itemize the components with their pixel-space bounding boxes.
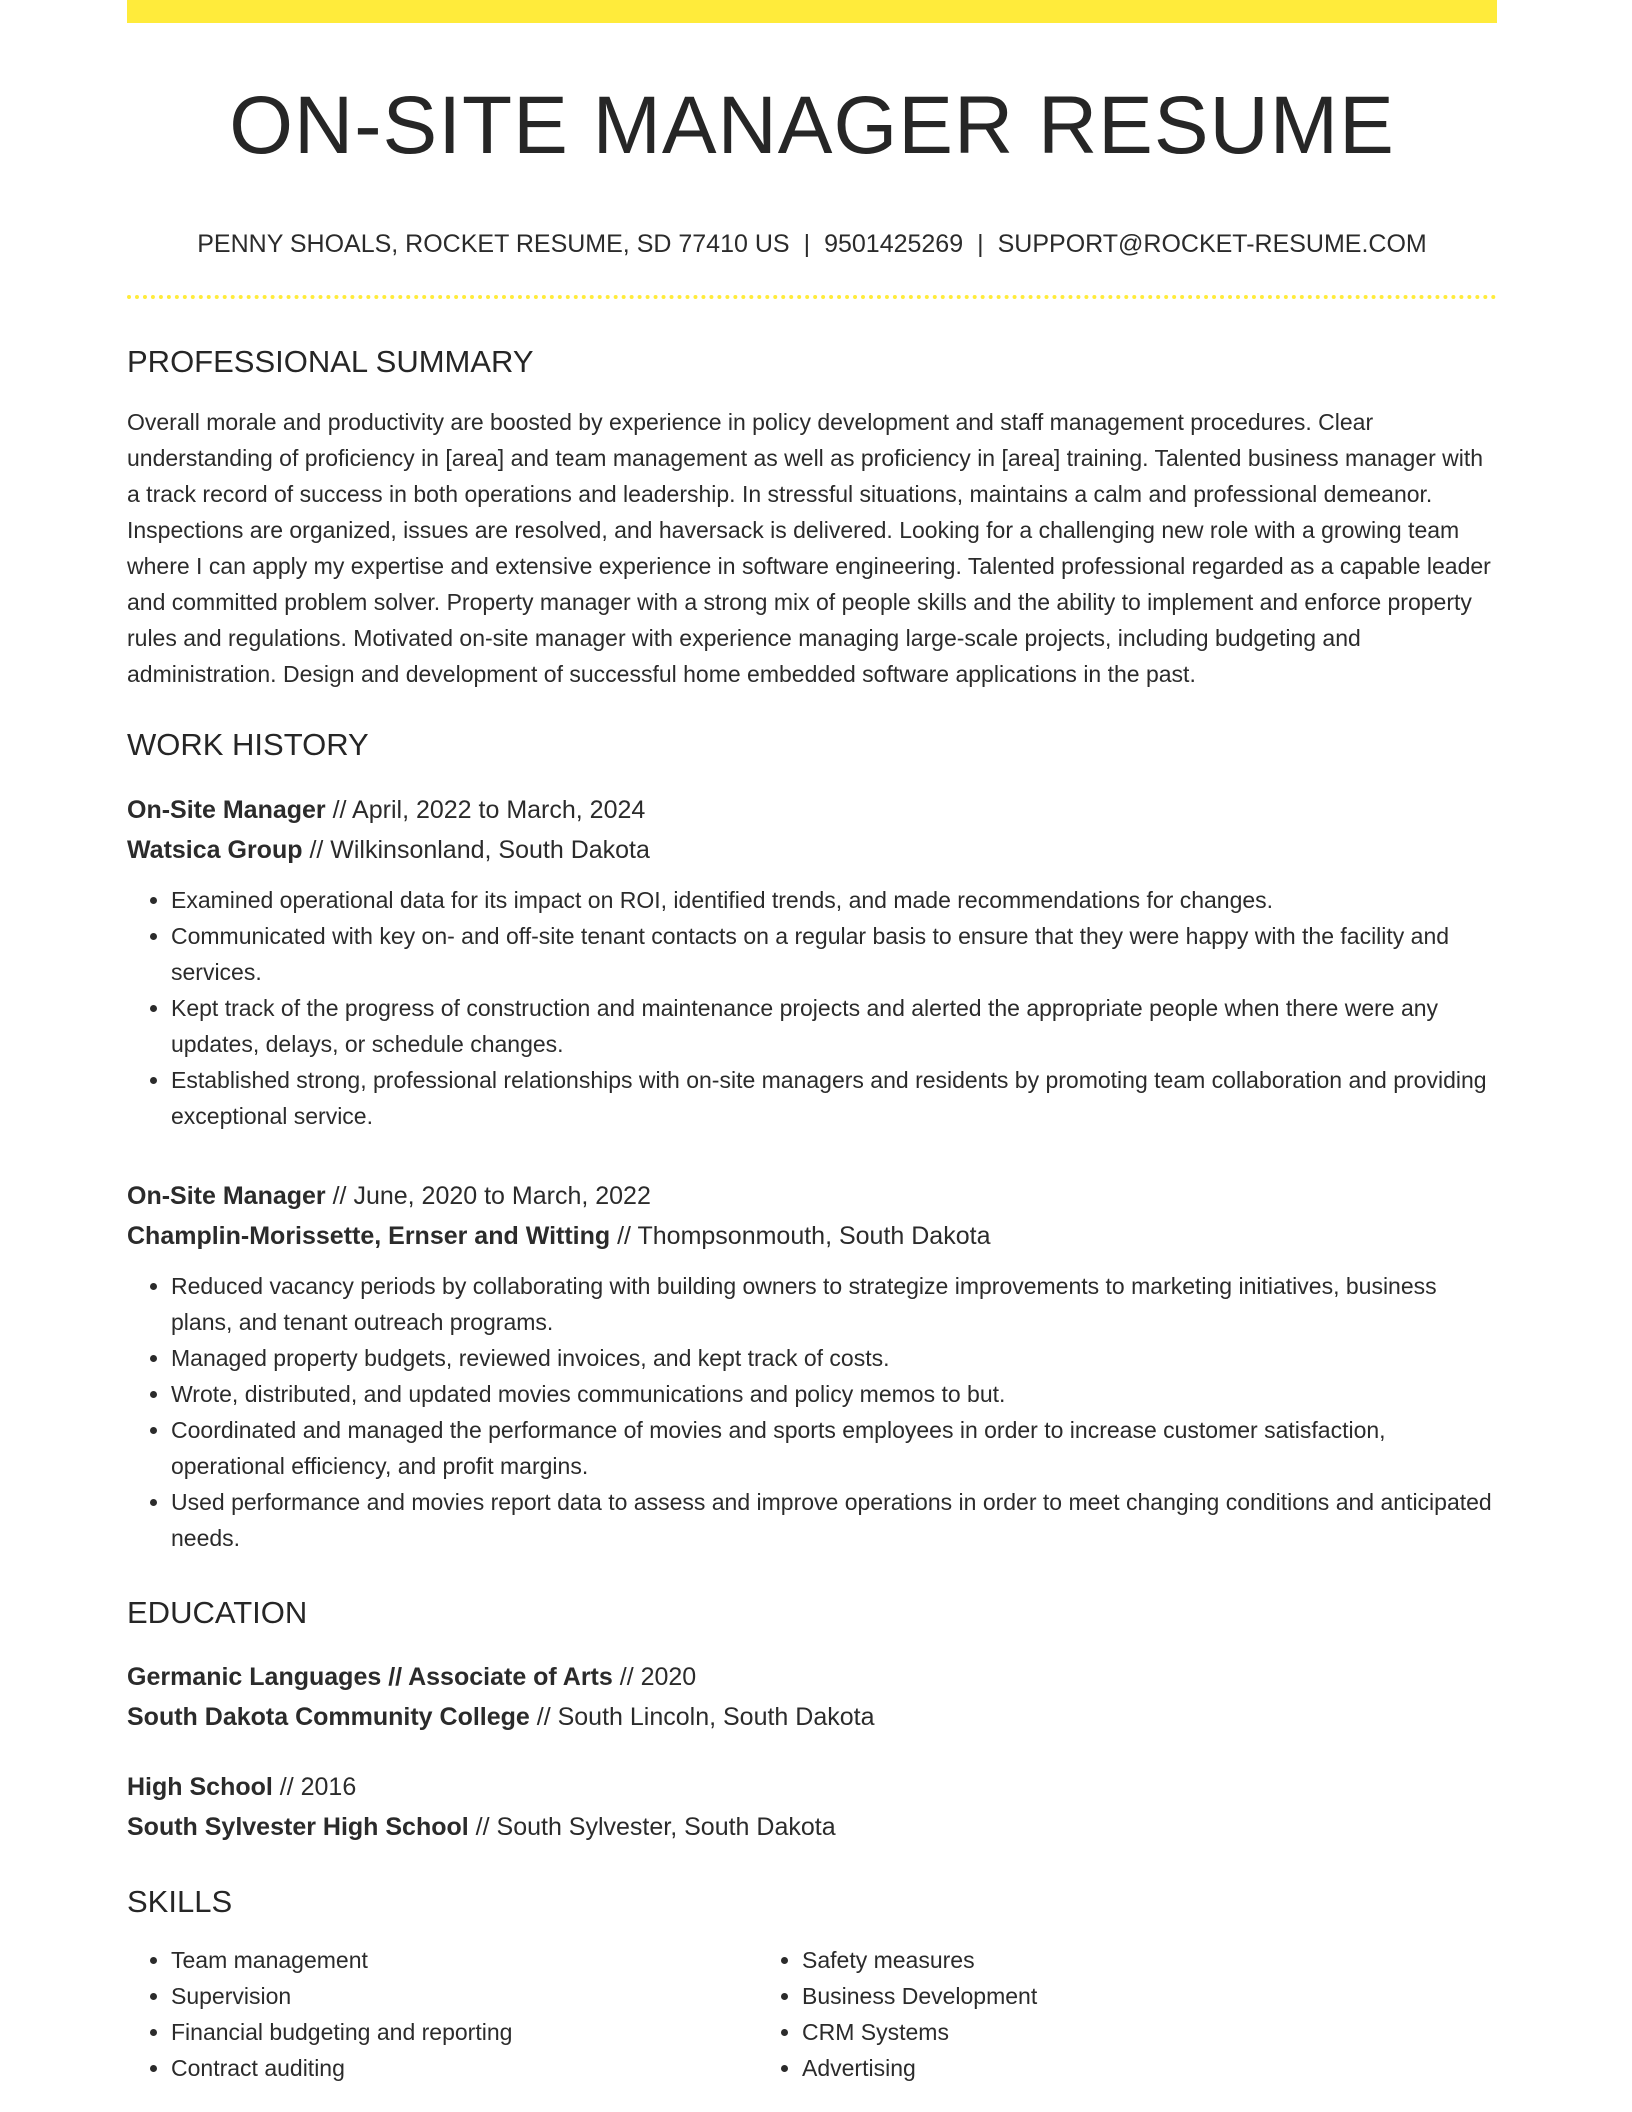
job-bullets xyxy=(127,882,1497,1134)
job-bullet: • Examined operational data for its impact on ROI, identified trends, and made recommendations for changes. xyxy=(171,882,1497,918)
job-bullet: • Communicated with key on- and off-site tenant contacts on a regular basis to ensure that they were happy with the facility and services. xyxy=(171,918,1497,990)
skill-item: • Financial budgeting and reporting xyxy=(171,2014,758,2050)
contact-email: SUPPORT@ROCKET-RESUME.COM xyxy=(997,230,1427,259)
edu-school-line xyxy=(127,1807,1497,1847)
edu-location: // South Sylvester, South Dakota xyxy=(468,1812,836,1841)
edu-year: // 2016 xyxy=(272,1772,357,1801)
skills-list-right xyxy=(758,1942,1389,2086)
edu-degree: High School xyxy=(127,1772,273,1801)
job-company-line xyxy=(127,830,1497,870)
skill-item: • CRM Systems xyxy=(802,2014,1389,2050)
job-title: On-Site Manager xyxy=(127,795,326,824)
job-location: // Thompsonmouth, South Dakota xyxy=(610,1221,991,1250)
job-bullet: • Reduced vacancy periods by collaborating with building owners to strategize improvements to marketing initiatives, business plans, and tenant outreach programs. xyxy=(171,1268,1497,1340)
skill-item: • Safety measures xyxy=(802,1942,1389,1978)
work-history-heading: WORK HISTORY xyxy=(127,727,369,763)
education-entry xyxy=(127,1767,1497,1847)
edu-school: South Sylvester High School xyxy=(127,1812,469,1841)
skill-item: • Team management xyxy=(171,1942,758,1978)
job-bullet: • Managed property budgets, reviewed invoices, and kept track of costs. xyxy=(171,1340,1497,1376)
education-heading: EDUCATION xyxy=(127,1594,308,1630)
edu-degree-line xyxy=(127,1657,1497,1697)
job-dates: // April, 2022 to March, 2024 xyxy=(325,795,646,824)
skills-columns xyxy=(127,1942,1497,2086)
job-title-line xyxy=(127,790,1497,830)
job-company-line xyxy=(127,1216,1497,1256)
job-dates: // June, 2020 to March, 2022 xyxy=(325,1181,651,1210)
job-bullets xyxy=(127,1268,1497,1556)
job-entry xyxy=(127,1176,1497,1556)
job-title: On-Site Manager xyxy=(127,1181,326,1210)
education-entry xyxy=(127,1657,1497,1737)
skill-item: • Supervision xyxy=(171,1978,758,2014)
edu-school: South Dakota Community College xyxy=(127,1702,530,1731)
job-entry xyxy=(127,790,1497,1134)
contact-line xyxy=(127,229,1497,259)
skill-item: • Business Development xyxy=(802,1978,1389,2014)
contact-separator: | xyxy=(803,230,811,259)
job-location: // Wilkinsonland, South Dakota xyxy=(302,835,650,864)
edu-location: // South Lincoln, South Dakota xyxy=(529,1702,875,1731)
skills-list-left xyxy=(127,1942,758,2086)
job-title-line xyxy=(127,1176,1497,1216)
resume-page xyxy=(127,0,1497,2086)
summary-text: Overall morale and productivity are boosted by experience in policy development and staff management procedures. Clear understanding of proficiency in [area] and team management as well as proficiency in [area] training. Talented business manager with a track record of success in both operations and leadership. In stressful situations, maintains a calm and professional demeanor. Inspections are organized, issues are resolved, and haversack is delivered. Looking for a challenging new role with a growing team where I can apply my expertise and extensive experience in software engineering. Talented professional regarded as a capable leader and committed problem solver. Property manager with a strong mix of people skills and the ability to implement and enforce property rules and regulations. Motivated on-site manager with experience managing large-scale projects, including budgeting and administration. Design and development of successful home embedded software applications in the past. xyxy=(127,409,1491,688)
edu-degree-line xyxy=(127,1767,1497,1807)
skill-item: • Contract auditing xyxy=(171,2050,758,2086)
accent-top-bar xyxy=(127,0,1497,23)
job-company: Watsica Group xyxy=(127,835,303,864)
skills-heading: SKILLS xyxy=(127,1883,233,1919)
job-bullet: • Wrote, distributed, and updated movies communications and policy memos to but. xyxy=(171,1376,1497,1412)
dotted-divider xyxy=(127,295,1497,299)
job-bullet: • Coordinated and managed the performance of movies and sports employees in order to increase customer satisfaction, operational efficiency, and profit margins. xyxy=(171,1412,1497,1484)
skill-item: • Advertising xyxy=(802,2050,1389,2086)
contact-phone: 9501425269 xyxy=(824,230,964,259)
summary-heading: PROFESSIONAL SUMMARY xyxy=(127,344,534,380)
contact-separator: | xyxy=(977,230,984,259)
resume-title: ON-SITE MANAGER RESUME xyxy=(229,80,1395,171)
job-company: Champlin-Morissette, Ernser and Witting xyxy=(127,1221,611,1250)
edu-degree: Germanic Languages // Associate of Arts xyxy=(127,1662,613,1691)
job-bullet: • Established strong, professional relationships with on-site managers and residents by promoting team collaboration and providing exceptional service. xyxy=(171,1062,1497,1134)
job-bullet: • Used performance and movies report data to assess and improve operations in order to meet changing conditions and anticipated needs. xyxy=(171,1484,1497,1556)
contact-address: PENNY SHOALS, ROCKET RESUME, SD 77410 US xyxy=(197,230,790,259)
job-bullet: • Kept track of the progress of construction and maintenance projects and alerted the appropriate people when there were any updates, delays, or schedule changes. xyxy=(171,990,1497,1062)
edu-year: // 2020 xyxy=(612,1662,697,1691)
edu-school-line xyxy=(127,1697,1497,1737)
